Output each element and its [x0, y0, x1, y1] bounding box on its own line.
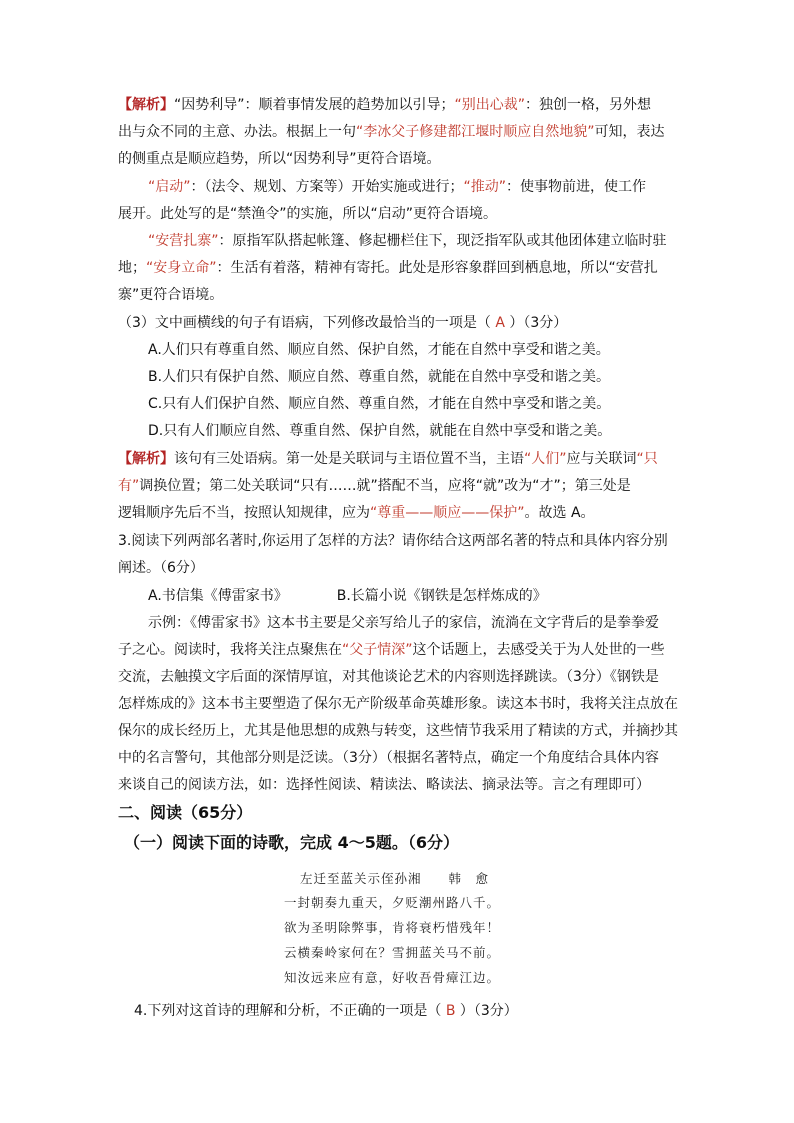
example-line-7: 来谈自己的阅读方法，如：选择性阅读、精读法、略读法、摘录法等。言之有理即可）	[118, 777, 650, 793]
analysis-label: 【解析】	[118, 97, 174, 113]
analysis-4-line-2: 有”调换位置；第二处关联词“只有……就”搭配不当，应将“就”改为“才”；第三处是	[118, 478, 631, 494]
books-question-line-1: 3.阅读下列两部名著时,你运用了怎样的方法？请你结合这两部名著的特点和具体内容分别	[118, 533, 668, 549]
question-4-stem: 4.下列对这首诗的理解和分析，不正确的一项是（ B ）（3分）	[134, 1003, 518, 1019]
analysis-1-line-3: 的侧重点是顺应趋势，所以“因势利导”更符合语境。	[118, 151, 441, 167]
poem-line-3: 云横秦岭家何在？雪拥蓝关马不前。	[284, 945, 501, 960]
analysis-4-line-3: 逻辑顺序先后不当，按照认知规律，应为“尊重——顺应——保护”。故选 A。	[118, 505, 595, 521]
example-line-5: 保尔的成长经历上，尤其是他思想的成熟与转变，这些情节我采用了精读的方式，并摘抄其	[118, 723, 678, 739]
option-c: C.只有人们保护自然、顺应自然、尊重自然，才能在自然中享受和谐之美。	[148, 396, 611, 412]
example-line-4: 怎样炼成的》这本书主要塑造了保尔无产阶级革命英雄形象。读这本书时，我将关注点放在	[118, 696, 678, 712]
books-options: A.书信集《傅雷家书》 B.长篇小说《钢铁是怎样炼成的》	[148, 588, 547, 604]
poem-line-1: 一封朝奏九重天，夕贬潮州路八千。	[284, 895, 501, 910]
example-line-2: 子之心。阅读时，我将关注点聚焦在“父子情深”这个话题上，去感受关于为人处世的一些	[118, 642, 665, 658]
example-line-3: 交流，去触摸文字后面的深情厚谊，对其他谈论艺术的内容则选择跳读。（3分）《钢铁是	[118, 669, 659, 685]
poem-line-4: 知汝远来应有意，好收吾骨瘴江边。	[284, 970, 501, 985]
option-a: A.人们只有尊重自然、顺应自然、保护自然，才能在自然中享受和谐之美。	[148, 342, 610, 358]
analysis-1-line-2: 出与众不同的主意、办法。根据上一句“李冰父子修建都江堰时顺应自然地貌”可知，表达	[118, 124, 665, 140]
analysis-2-line-2: 展开。此处写的是“禁渔令”的实施，所以“启动”更符合语境。	[118, 206, 498, 222]
answer-mark-4: B	[445, 1003, 456, 1019]
example-line-1: 示例：《傅雷家书》这本书主要是父亲写给儿子的家信，流淌在文字背后的是拳拳爱	[148, 615, 659, 631]
answer-mark: A	[495, 315, 505, 331]
option-b: B.人们只有保护自然、顺应自然、尊重自然，就能在自然中享受和谐之美。	[148, 369, 611, 385]
books-question-line-2: 阐述。（6分）	[118, 560, 204, 576]
analysis-2-line-1: “启动”：（法令、规划、方案等）开始实施或进行；“推动”：使事物前进，使工作	[148, 179, 647, 195]
analysis-4-line-1: 【解析】该句有三处语病。第一处是关联词与主语位置不当，主语“人们”应与关联词“只	[118, 451, 658, 467]
section-2-1-heading: （一）阅读下面的诗歌，完成 4～5题。（6分）	[124, 833, 459, 852]
question-3-stem: （3）文中画横线的句子有语病，下列修改最恰当的一项是（ A ）（3分）	[118, 315, 568, 331]
section-2-heading: 二、阅读（65分）	[118, 803, 253, 822]
example-line-6: 中的名言警句，其他部分则是泛读。（3分）（根据名著特点，确定一个角度结合具体内容	[118, 750, 659, 766]
analysis-3-line-1: “安营扎寨”：原指军队搭起帐篷、修起栅栏住下，现泛指军队或其他团体建立临时驻	[148, 233, 667, 249]
poem-title: 左迁至蓝关示侄孙湘 韩 愈	[300, 871, 490, 886]
option-d: D.只有人们顺应自然、尊重自然、保护自然，就能在自然中享受和谐之美。	[148, 423, 612, 439]
analysis-3-line-3: 寨”更符合语境。	[118, 287, 224, 303]
poem-line-2: 欲为圣明除弊事，肯将衰朽惜残年！	[284, 920, 501, 935]
analysis-label-2: 【解析】	[118, 451, 174, 467]
analysis-3-line-2: 地；“安身立命”：生活有着落，精神有寄托。此处是形容象群回到栖息地，所以“安营扎	[118, 260, 658, 276]
analysis-1-line-1: 【解析】“因势利导”：顺着事情发展的趋势加以引导；“别出心裁”：独创一格，另外想	[118, 97, 652, 113]
